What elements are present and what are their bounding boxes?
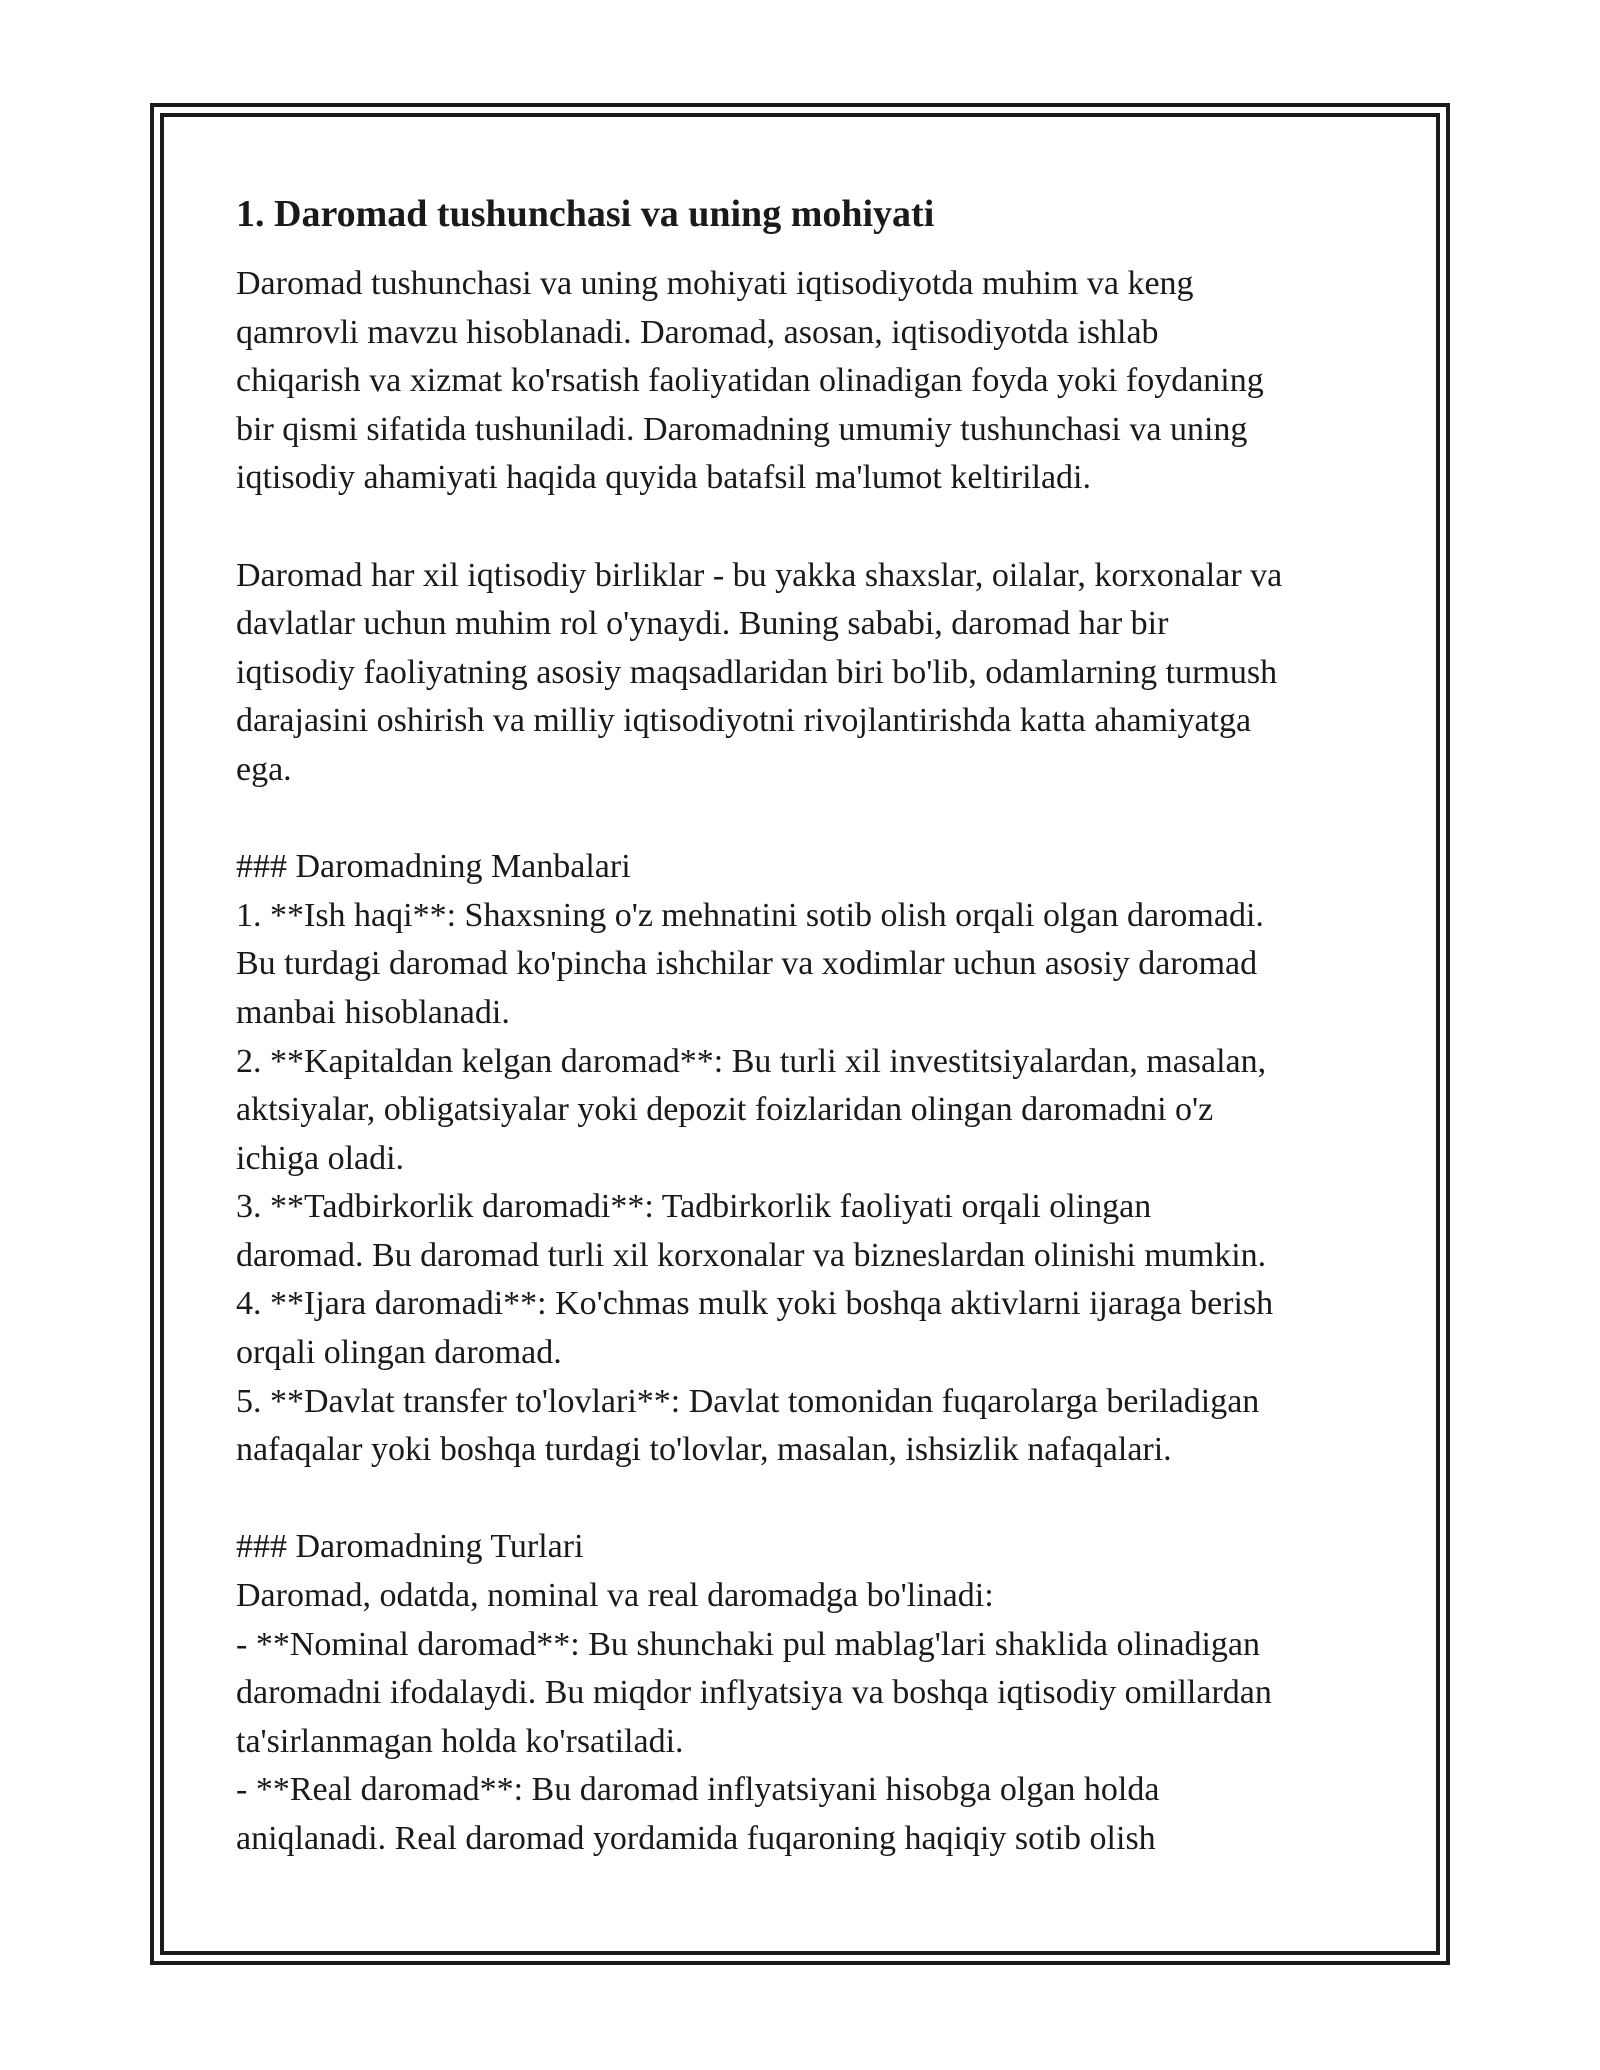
text-line: 2. **Kapitaldan kelgan daromad**: Bu turli xil investitsiyalardan, masalan, <box>236 1042 1267 1080</box>
text-line: Bu turdagi daromad ko'pincha ishchilar va xodimlar uchun asosiy daromad <box>236 945 1258 983</box>
paragraph-gap <box>236 795 1381 844</box>
text-line: ### Daromadning Turlari <box>236 1528 584 1566</box>
text-line: daromad. Bu daromad turli xil korxonalar va bizneslardan olinishi mumkin. <box>236 1236 1267 1274</box>
document-body <box>236 190 1381 1864</box>
text-line: - **Nominal daromad**: Bu shunchaki pul mablag'lari shaklida olinadigan <box>236 1625 1261 1663</box>
text-line: aniqlanadi. Real daromad yordamida fuqaroning haqiqiy sotib olish <box>236 1820 1156 1857</box>
text-line: ega. <box>236 750 292 788</box>
text-line: darajasini oshirish va milliy iqtisodiyotni rivojlantirishda katta ahamiyatga <box>236 702 1252 740</box>
text-line: qamrovli mavzu hisoblanadi. Daromad, asosan, iqtisodiyotda ishlab <box>236 313 1159 351</box>
text-line: 3. **Tadbirkorlik daromadi**: Tadbirkorlik faoliyati orqali olingan <box>236 1188 1152 1226</box>
text-line: orqali olingan daromad. <box>236 1334 562 1372</box>
text-line: bir qismi sifatida tushuniladi. Daromadning umumiy tushunchasi va uning <box>236 410 1248 448</box>
text-line: iqtisodiy ahamiyati haqida quyida batafsil ma'lumot keltiriladi. <box>236 459 1091 497</box>
text-lines <box>236 260 1381 1864</box>
text-line: ta'sirlanmagan holda ko'rsatiladi. <box>236 1722 684 1760</box>
paragraph-gap <box>236 503 1381 552</box>
text-line: davlatlar uchun muhim rol o'ynaydi. Buning sababi, daromad har bir <box>236 605 1169 643</box>
text-line: - **Real daromad**: Bu daromad inflyatsiyani hisobga olgan holda <box>236 1771 1160 1809</box>
text-line: 5. **Davlat transfer to'lovlari**: Davlat tomonidan fuqarolarga beriladigan <box>236 1382 1260 1420</box>
text-line: ### Daromadning Manbalari <box>236 848 631 886</box>
paragraph-gap <box>236 1475 1381 1524</box>
text-line: chiqarish va xizmat ko'rsatish faoliyatidan olinadigan foyda yoki foydaning <box>236 362 1264 400</box>
text-line: ichiga oladi. <box>236 1139 405 1177</box>
text-line: aktsiyalar, obligatsiyalar yoki depozit foizlaridan olingan daromadni o'z <box>236 1091 1214 1129</box>
text-line: iqtisodiy faoliyatning asosiy maqsadlaridan biri bo'lib, odamlarning turmush <box>236 653 1278 691</box>
text-line: 1. **Ish haqi**: Shaxsning o'z mehnatini sotib olish orqali olgan daromadi. <box>236 896 1264 934</box>
text-line: Daromad, odatda, nominal va real daromadga bo'linadi: <box>236 1577 994 1615</box>
text-line: nafaqalar yoki boshqa turdagi to'lovlar, masalan, ishsizlik nafaqalari. <box>236 1431 1172 1469</box>
text-line: Daromad tushunchasi va uning mohiyati iqtisodiyotda muhim va keng <box>236 265 1194 302</box>
text-line: manbai hisoblanadi. <box>236 993 510 1031</box>
text-line: Daromad har xil iqtisodiy birliklar - bu yakka shaxslar, oilalar, korxonalar va <box>236 556 1283 594</box>
section-heading: 1. Daromad tushunchasi va uning mohiyati <box>236 193 935 235</box>
text-line: daromadni ifodalaydi. Bu miqdor inflyatsiya va boshqa iqtisodiy omillardan <box>236 1674 1272 1712</box>
text-line: 4. **Ijara daromadi**: Ko'chmas mulk yoki boshqa aktivlarni ijaraga berish <box>236 1285 1274 1323</box>
